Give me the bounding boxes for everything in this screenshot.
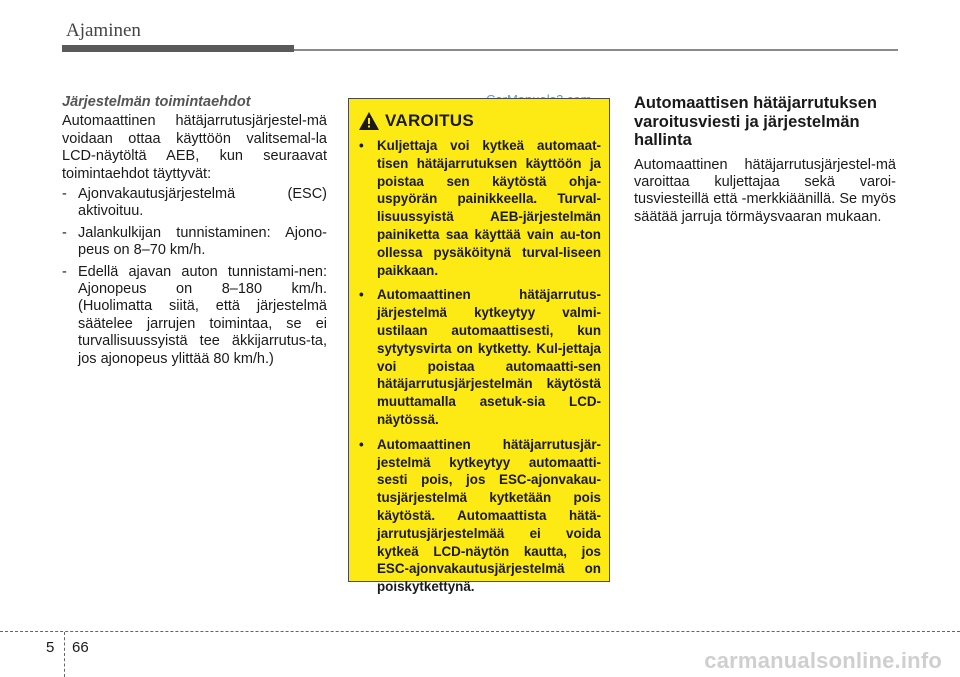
section-subheading: Järjestelmän toimintaehdot <box>62 94 251 110</box>
warning-message-section <box>634 94 896 226</box>
warning-item: • Kuljettaja voi kytkeä automaat-tisen hätäjarrutuksen käyttöön ja poistaa sen käytöstä ohja-uspyörän painikkeella. Turval-lisuussyistä AEB-järjestelmän painiketta saa käyttää vain au-ton ollessa pysäköitynä turval-liseen paikkaan. <box>358 137 601 279</box>
warning-list <box>358 137 601 596</box>
warning-triangle-icon <box>358 111 380 131</box>
warning-item: • Automaattinen hätäjarrutus-järjestelmä kytkeytyy valmi-ustilaan automaattisesti, kun sytytysvirta on kytketty. Kul-jettaja voi poistaa automaatti-sen hätäjarrutusjärjestelmän käytöstä muuttamalla asetuk-sia LCD-näytössä. <box>358 286 601 428</box>
list-item: - Edellä ajavan auton tunnistami-nen: Ajonopeus on 8–180 km/h. (Huolimatta siitä, että järjestelmä säätelee jarrujen toimintaa, se ei turvallisuussyistä tee äkkijarrutus-ta, jos ajonopeus ylittää 80 km/h.) <box>62 264 327 368</box>
warning-title: VAROITUS <box>385 111 474 130</box>
warning-box <box>348 98 610 595</box>
list-item: - Ajonvakautusjärjestelmä (ESC) aktivoituu. <box>62 186 327 221</box>
warning-item: • Automaattinen hätäjarrutusjär-jestelmä kytkeytyy automaatti-sesti pois, jos ESC-ajonvakau-tusjärjestelmä kytketään pois käytöstä. Automaattista hätä-jarrutusjärjestelmää ei voida kytkeä LCD-näytön kautta, jos ESC-ajonvakautusjärjestelmä on poiskytkettynä. <box>358 436 601 596</box>
watermark-bottom: carmanualsonline.info <box>704 648 942 673</box>
intro-paragraph: Automaattinen hätäjarrutusjärjestel-mä voidaan ottaa käyttöön valitsemal-la LCD-näytöltä AEB, kun seuraavat toimintaehdot täyttyvät: <box>62 113 327 182</box>
warning-header <box>358 111 601 131</box>
page-number: 66 <box>72 639 89 656</box>
header-rule <box>294 49 898 51</box>
page-header-title: Ajaminen <box>66 20 141 41</box>
list-item: - Jalankulkijan tunnistaminen: Ajono-peus on 8–70 km/h. <box>62 225 327 260</box>
section-heading: Automaattisen hätäjarrutuksen varoitusviesti ja järjestelmän hallinta <box>634 94 877 149</box>
chapter-number: 5 <box>46 639 55 656</box>
operating-conditions-section <box>62 94 327 372</box>
footer-rule <box>0 631 960 632</box>
conditions-list <box>62 186 327 368</box>
footer-divider <box>64 632 65 677</box>
header-accent-bar <box>62 45 294 52</box>
body-paragraph: Automaattinen hätäjarrutusjärjestel-mä varoittaa kuljettajaa sekä varoi-tusviesteillä että -merkkiäänillä. Se myös säätää jarruja törmäysvaaran mukaan. <box>634 156 896 225</box>
